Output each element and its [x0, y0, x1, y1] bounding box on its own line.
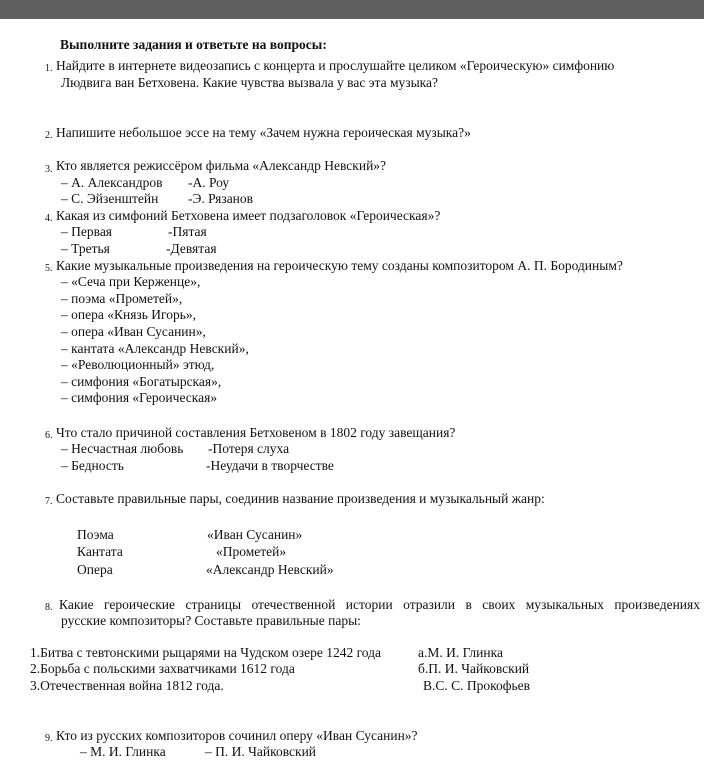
- q1-line1: Найдите в интернете видеозапись с концерта и прослушайте целиком «Героическую» симфонию: [56, 58, 615, 73]
- q3-option-d: -Э. Рязанов: [188, 191, 254, 206]
- q6-option-d: -Неудачи в творчестве: [206, 458, 334, 473]
- q4-option-b: -Пятая: [168, 224, 207, 239]
- q7-genre: Опера: [77, 562, 113, 577]
- q6-option-c: – Бедность: [61, 458, 124, 473]
- q8-event: 3.Отечественная война 1812 года.: [30, 678, 224, 693]
- q8-line2: русские композиторы? Составьте правильные пары:: [61, 613, 361, 628]
- q3-option-b: -А. Роу: [188, 175, 230, 190]
- q7-work: «Иван Сусанин»: [207, 527, 303, 542]
- q4-option-d: -Девятая: [166, 241, 217, 256]
- q5-item: – «Революционный» этюд,: [61, 357, 215, 372]
- q9-number: 9.: [45, 733, 53, 744]
- q5-item: – кантата «Александр Невский»,: [61, 341, 249, 356]
- q1-number: 1.: [45, 63, 53, 74]
- q5-item: – симфония «Богатырская»,: [61, 374, 222, 389]
- q3-option-c: – С. Эйзенштейн: [61, 191, 159, 206]
- q2-text: Напишите небольшое эссе на тему «Зачем нужна героическая музыка?»: [56, 125, 471, 140]
- q8-event: 1.Битва с тевтонскими рыцарями на Чудском озере 1242 года: [30, 645, 382, 660]
- q8-line1: Какие героические страницы отечественной истории отразили в своих музыкальных произведениях: [59, 597, 700, 612]
- q4-option-a: – Первая: [61, 224, 113, 239]
- q5-item: – опера «Князь Игорь»,: [61, 307, 196, 322]
- q5-item: – симфония «Героическая»: [61, 390, 218, 405]
- q6-number: 6.: [45, 430, 53, 441]
- top-bar: [0, 0, 704, 19]
- q2-number: 2.: [45, 130, 53, 141]
- q4-text: Какая из симфоний Бетховена имеет подзаголовок «Героическая»?: [56, 208, 441, 223]
- q9-text: Кто из русских композиторов сочинил оперу «Иван Сусанин»?: [56, 728, 418, 743]
- q3-text: Кто является режиссёром фильма «Александр Невский»?: [56, 158, 387, 173]
- q8-event: 2.Борьба с польскими захватчиками 1612 года: [30, 661, 295, 676]
- q4-option-c: – Третья: [61, 241, 110, 256]
- q9-option-a: – М. И. Глинка: [80, 744, 166, 759]
- q5-number: 5.: [45, 263, 53, 274]
- q3-option-a: – А. Александров: [61, 175, 163, 190]
- q3-number: 3.: [45, 164, 53, 175]
- q7-number: 7.: [45, 496, 53, 507]
- q7-work: «Прометей»: [216, 544, 287, 559]
- q8-composer: а.М. И. Глинка: [418, 645, 503, 660]
- q8-composer: В.С. С. Прокофьев: [423, 678, 531, 693]
- q7-text: Составьте правильные пары, соединив название произведения и музыкальный жанр:: [56, 491, 545, 506]
- q5-item: – опера «Иван Сусанин»,: [61, 324, 206, 339]
- q9-option-b: – П. И. Чайковский: [205, 744, 317, 759]
- q8-composer: б.П. И. Чайковский: [418, 661, 530, 676]
- q7-genre: Поэма: [77, 527, 114, 542]
- page-title: Выполните задания и ответьте на вопросы:: [60, 37, 327, 52]
- q7-work: «Александр Невский»: [206, 562, 334, 577]
- q8-number: 8.: [45, 602, 53, 613]
- q6-text: Что стало причиной составления Бетховеном в 1802 году завещания?: [56, 425, 456, 440]
- q5-item: – поэма «Прометей»,: [61, 291, 183, 306]
- q4-number: 4.: [45, 213, 53, 224]
- q5-text: Какие музыкальные произведения на героическую тему созданы композитором А. П. Бородиным?: [56, 258, 623, 273]
- q6-option-a: – Несчастная любовь: [61, 441, 184, 456]
- q5-item: – «Сеча при Керженце»,: [61, 274, 201, 289]
- q1-line2: Людвига ван Бетховена. Какие чувства вызвала у вас эта музыка?: [61, 75, 438, 90]
- q7-genre: Кантата: [77, 544, 123, 559]
- q6-option-b: -Потеря слуха: [208, 441, 290, 456]
